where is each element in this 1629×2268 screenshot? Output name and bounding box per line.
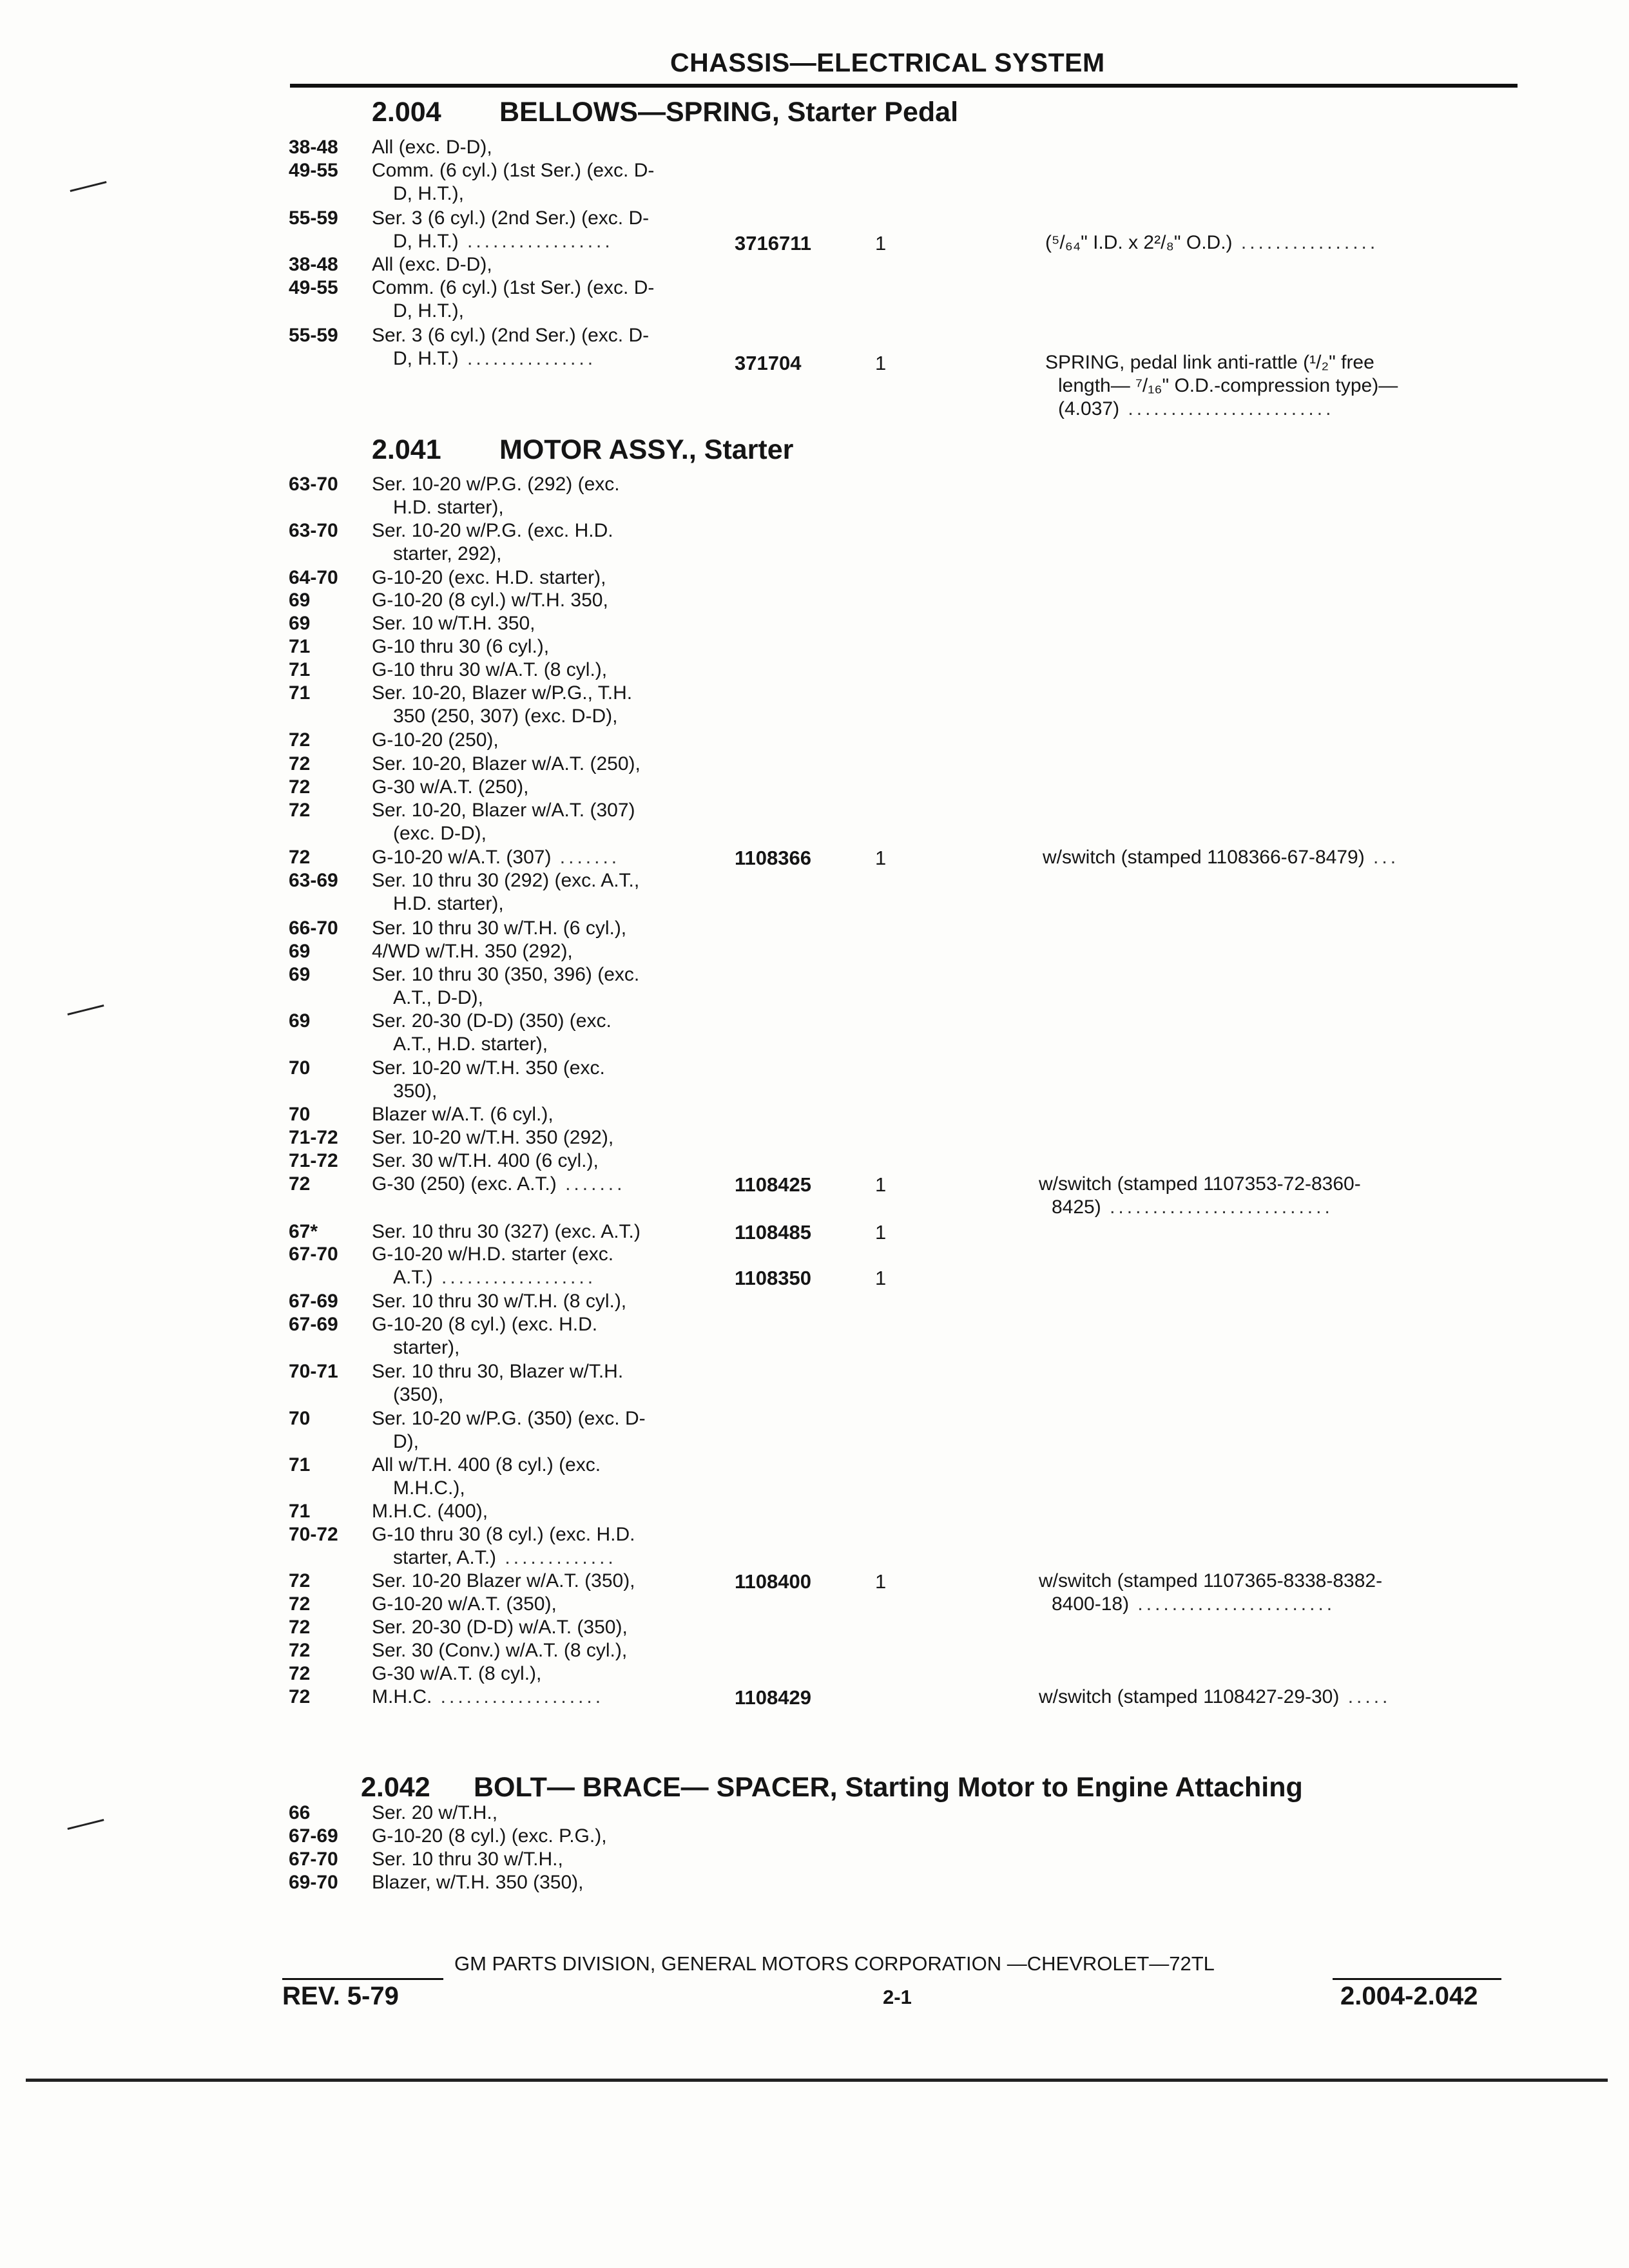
- application-text: H.D. starter),: [393, 893, 504, 914]
- header-rule: [290, 84, 1518, 88]
- leader-dots: ...: [1364, 847, 1400, 868]
- model-year: 63-70: [289, 520, 338, 541]
- model-year: 71: [289, 1454, 311, 1475]
- application-text: Ser. 10 w/T.H. 350,: [372, 613, 535, 634]
- model-year: 70: [289, 1057, 311, 1079]
- application-text: M.H.C. (400),: [372, 1501, 488, 1522]
- model-year: 72: [289, 847, 311, 868]
- application-text: Ser. 10-20, Blazer w/P.G., T.H.: [372, 682, 633, 704]
- model-year: 49-55: [289, 160, 338, 181]
- part-number: 1108429: [735, 1686, 811, 1709]
- model-year: 71: [289, 1501, 311, 1522]
- model-year: 63-69: [289, 870, 338, 891]
- application-text: Ser. 20-30 (D-D) (350) (exc.: [372, 1010, 612, 1032]
- application-text: 4/WD w/T.H. 350 (292),: [372, 941, 573, 962]
- leader-dots: .......: [556, 1173, 626, 1195]
- application-text: Ser. 10 thru 30 w/T.H. (8 cyl.),: [372, 1291, 627, 1312]
- application-text: Ser. 10 thru 30, Blazer w/T.H.: [372, 1361, 624, 1382]
- section-range: 2.004-2.042: [1340, 1982, 1478, 2010]
- model-year: 72: [289, 753, 311, 774]
- quantity: 1: [875, 1173, 887, 1196]
- model-year: 71-72: [289, 1127, 338, 1148]
- application-text: D, H.T.) .................: [393, 231, 613, 252]
- model-year: 70: [289, 1408, 311, 1429]
- model-year: 66-70: [289, 918, 338, 939]
- page-number: 2-1: [883, 1986, 912, 2008]
- application-text: M.H.C.),: [393, 1477, 465, 1499]
- model-year: 67-69: [289, 1314, 338, 1335]
- quantity: 1: [875, 1221, 887, 1244]
- application-text: G-10-20 w/A.T. (307) .......: [372, 847, 621, 868]
- quantity: 1: [875, 352, 887, 374]
- model-year: 72: [289, 800, 311, 821]
- application-text: G-10-20 w/A.T. (350),: [372, 1593, 557, 1615]
- application-text: G-10 thru 30 (8 cyl.) (exc. H.D.: [372, 1524, 635, 1545]
- model-year: 72: [289, 1173, 311, 1195]
- application-text: A.T., D-D),: [393, 987, 483, 1008]
- application-text: (exc. D-D),: [393, 823, 487, 844]
- application-text: Ser. 3 (6 cyl.) (2nd Ser.) (exc. D-: [372, 207, 650, 229]
- section-number: 2.004: [372, 97, 441, 128]
- model-year: 70-72: [289, 1524, 338, 1545]
- model-year: 72: [289, 729, 311, 751]
- quantity: 1: [875, 1570, 887, 1593]
- part-number: 1108350: [735, 1267, 811, 1289]
- application-text: Ser. 10 thru 30 w/T.H.,: [372, 1849, 563, 1870]
- model-year: 69: [289, 964, 311, 985]
- model-year: 70: [289, 1104, 311, 1125]
- revision-date: REV. 5-79: [282, 1982, 399, 2010]
- leader-dots: ...............: [458, 348, 597, 369]
- application-text: Ser. 30 w/T.H. 400 (6 cyl.),: [372, 1150, 599, 1171]
- application-text: starter),: [393, 1337, 460, 1358]
- scan-mark: [70, 181, 106, 192]
- application-text: 350 (250, 307) (exc. D-D),: [393, 706, 618, 727]
- part-description: w/switch (stamped 1107353-72-8360-: [1039, 1173, 1361, 1195]
- application-text: Ser. 30 (Conv.) w/A.T. (8 cyl.),: [372, 1640, 628, 1661]
- model-year: 72: [289, 1686, 311, 1707]
- application-text: Ser. 10 thru 30 (327) (exc. A.T.): [372, 1221, 641, 1242]
- application-text: G-10 thru 30 w/A.T. (8 cyl.),: [372, 659, 608, 680]
- model-year: 69: [289, 941, 311, 962]
- part-number: 1108425: [735, 1173, 811, 1196]
- part-number: 1108400: [735, 1570, 811, 1593]
- model-year: 72: [289, 776, 311, 798]
- model-year: 38-48: [289, 137, 338, 158]
- section-title: BELLOWS—SPRING, Starter Pedal: [499, 97, 959, 128]
- application-text: G-10-20 (8 cyl.) (exc. P.G.),: [372, 1825, 607, 1847]
- application-text: Ser. 10-20 w/P.G. (292) (exc.: [372, 474, 620, 495]
- quantity: 1: [875, 1267, 887, 1289]
- model-year: 64-70: [289, 567, 338, 588]
- application-text: 350),: [393, 1081, 438, 1102]
- application-text: Blazer, w/T.H. 350 (350),: [372, 1872, 584, 1893]
- scan-mark: [67, 1004, 104, 1015]
- application-text: Ser. 10-20 w/P.G. (exc. H.D.: [372, 520, 613, 541]
- model-year: 67-70: [289, 1849, 338, 1870]
- application-text: Comm. (6 cyl.) (1st Ser.) (exc. D-: [372, 160, 655, 181]
- application-text: Ser. 10-20 w/T.H. 350 (292),: [372, 1127, 614, 1148]
- model-year: 55-59: [289, 207, 338, 229]
- application-text: D, H.T.) ...............: [393, 348, 597, 369]
- leader-dots: ..........................: [1101, 1196, 1333, 1218]
- application-text: All (exc. D-D),: [372, 137, 492, 158]
- model-year: 49-55: [289, 277, 338, 298]
- model-year: 55-59: [289, 325, 338, 346]
- part-number: 1108366: [735, 847, 811, 869]
- application-text: H.D. starter),: [393, 497, 504, 518]
- model-year: 72: [289, 1663, 311, 1684]
- part-description: SPRING, pedal link anti-rattle (¹/₂" free: [1045, 352, 1374, 373]
- application-text: Ser. 10-20, Blazer w/A.T. (307): [372, 800, 635, 821]
- leader-dots: ................: [1232, 232, 1379, 253]
- section-heading: [372, 97, 959, 128]
- part-description: 8425) ..........................: [1052, 1196, 1333, 1218]
- leader-dots: .....: [1339, 1686, 1391, 1707]
- application-text: Ser. 10-20 w/T.H. 350 (exc.: [372, 1057, 605, 1079]
- application-text: A.T.) ..................: [393, 1267, 597, 1288]
- model-year: 72: [289, 1570, 311, 1591]
- model-year: 70-71: [289, 1361, 338, 1382]
- part-description: (⁵/₆₄" I.D. x 2²/₈" O.D.) ................: [1045, 232, 1379, 253]
- application-text: G-30 w/A.T. (250),: [372, 776, 529, 798]
- application-text: Blazer w/A.T. (6 cyl.),: [372, 1104, 554, 1125]
- footer-rule-left: [282, 1978, 443, 1980]
- model-year: 71: [289, 636, 311, 657]
- leader-dots: .............: [496, 1547, 617, 1568]
- model-year: 67-70: [289, 1244, 338, 1265]
- application-text: Ser. 20-30 (D-D) w/A.T. (350),: [372, 1617, 628, 1638]
- application-text: Ser. 10 thru 30 w/T.H. (6 cyl.),: [372, 918, 627, 939]
- part-number: 371704: [735, 352, 802, 374]
- footer-rule-right: [1333, 1978, 1501, 1980]
- model-year: 69-70: [289, 1872, 338, 1893]
- application-text: Ser. 10 thru 30 (350, 396) (exc.: [372, 964, 640, 985]
- part-description: 8400-18) .......................: [1052, 1593, 1336, 1615]
- section-title: BOLT— BRACE— SPACER, Starting Motor to Engine Attaching: [474, 1772, 1303, 1803]
- model-year: 67-69: [289, 1825, 338, 1847]
- leader-dots: .......: [551, 847, 621, 868]
- model-year: 69: [289, 1010, 311, 1032]
- model-year: 67-69: [289, 1291, 338, 1312]
- application-text: G-30 w/A.T. (8 cyl.),: [372, 1663, 542, 1684]
- model-year: 66: [289, 1802, 311, 1823]
- model-year: 38-48: [289, 254, 338, 275]
- leader-dots: ..................: [432, 1267, 597, 1288]
- model-year: 69: [289, 613, 311, 634]
- model-year: 63-70: [289, 474, 338, 495]
- section-number: 2.042: [361, 1772, 430, 1803]
- model-year: 72: [289, 1640, 311, 1661]
- application-text: G-10-20 (exc. H.D. starter),: [372, 567, 606, 588]
- leader-dots: ........................: [1119, 398, 1335, 419]
- part-description: (4.037) ........................: [1058, 398, 1335, 419]
- leader-dots: .................: [458, 231, 613, 252]
- section-heading: [361, 1772, 1303, 1803]
- leader-dots: .......................: [1129, 1593, 1336, 1615]
- part-description: length— ⁷/₁₆" O.D.-compression type)—: [1058, 375, 1398, 396]
- application-text: G-10-20 (8 cyl.) (exc. H.D.: [372, 1314, 598, 1335]
- part-description: w/switch (stamped 1107365-8338-8382-: [1039, 1570, 1383, 1591]
- application-text: G-10-20 w/H.D. starter (exc.: [372, 1244, 614, 1265]
- application-text: G-10 thru 30 (6 cyl.),: [372, 636, 550, 657]
- application-text: starter, A.T.) .............: [393, 1547, 617, 1568]
- application-text: M.H.C. ...................: [372, 1686, 604, 1707]
- application-text: Comm. (6 cyl.) (1st Ser.) (exc. D-: [372, 277, 655, 298]
- footer-publisher: GM PARTS DIVISION, GENERAL MOTORS CORPORATION —CHEVROLET—72TL: [454, 1952, 1215, 1975]
- model-year: 67*: [289, 1221, 318, 1242]
- quantity: 1: [875, 232, 887, 255]
- model-year: 71: [289, 659, 311, 680]
- application-text: Ser. 10-20 w/P.G. (350) (exc. D-: [372, 1408, 646, 1429]
- part-number: 1108485: [735, 1221, 811, 1244]
- application-text: Ser. 10 thru 30 (292) (exc. A.T.,: [372, 870, 640, 891]
- part-description: w/switch (stamped 1108366-67-8479) ...: [1043, 847, 1400, 868]
- application-text: starter, 292),: [393, 543, 502, 564]
- application-text: G-10-20 (8 cyl.) w/T.H. 350,: [372, 590, 608, 611]
- part-number: 3716711: [735, 232, 811, 255]
- application-text: All w/T.H. 400 (8 cyl.) (exc.: [372, 1454, 601, 1475]
- section-number: 2.041: [372, 434, 441, 465]
- application-text: Ser. 20 w/T.H.,: [372, 1802, 498, 1823]
- application-text: Ser. 10-20 Blazer w/A.T. (350),: [372, 1570, 635, 1591]
- application-text: A.T., H.D. starter),: [393, 1033, 548, 1055]
- application-text: D, H.T.),: [393, 183, 464, 204]
- application-text: D),: [393, 1431, 419, 1452]
- application-text: Ser. 3 (6 cyl.) (2nd Ser.) (exc. D-: [372, 325, 650, 346]
- section-title: MOTOR ASSY., Starter: [499, 434, 794, 465]
- quantity: 1: [875, 847, 887, 869]
- application-text: All (exc. D-D),: [372, 254, 492, 275]
- model-year: 72: [289, 1593, 311, 1615]
- application-text: G-30 (250) (exc. A.T.) .......: [372, 1173, 626, 1195]
- application-text: Ser. 10-20, Blazer w/A.T. (250),: [372, 753, 641, 774]
- model-year: 71-72: [289, 1150, 338, 1171]
- part-description: w/switch (stamped 1108427-29-30) .....: [1039, 1686, 1391, 1707]
- model-year: 69: [289, 590, 311, 611]
- application-text: D, H.T.),: [393, 300, 464, 322]
- bottom-rule: [26, 2079, 1608, 2082]
- section-heading: [372, 434, 794, 466]
- model-year: 71: [289, 682, 311, 704]
- scan-mark: [67, 1819, 104, 1830]
- application-text: (350),: [393, 1384, 444, 1405]
- page-header-title: CHASSIS—ELECTRICAL SYSTEM: [670, 48, 1105, 77]
- application-text: G-10-20 (250),: [372, 729, 499, 751]
- leader-dots: ...................: [432, 1686, 604, 1707]
- model-year: 72: [289, 1617, 311, 1638]
